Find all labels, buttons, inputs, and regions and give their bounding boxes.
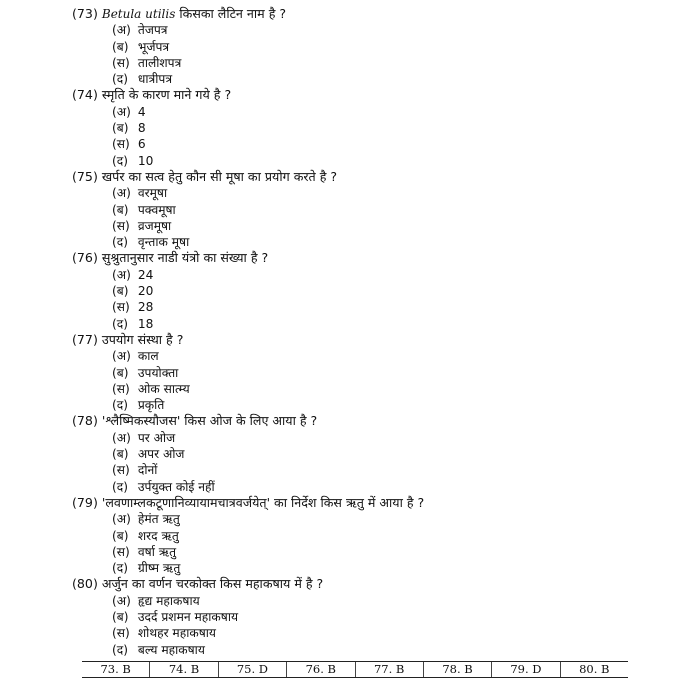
- option-text: 4: [137, 104, 146, 119]
- option-label: (द): [112, 235, 128, 250]
- question-body: किसका लैटिन नाम है ?: [179, 6, 287, 21]
- option-text: धात्रीपत्र: [137, 72, 173, 87]
- answer-key-cell: 75. D: [218, 662, 286, 677]
- option-label: (स): [112, 626, 130, 641]
- question-body: उपयोग संस्था है ?: [101, 331, 184, 347]
- option-text: 10: [137, 153, 154, 168]
- question-body: 'श्लैष्मिकस्यौजस' किस ओज के लिए आया है ?: [101, 413, 318, 429]
- option-text: तालीशपत्र: [137, 55, 182, 70]
- option: [72, 642, 672, 658]
- question-74: [72, 87, 672, 168]
- question-text: [72, 495, 672, 511]
- option: [72, 430, 672, 446]
- option-label: (अ): [112, 512, 131, 527]
- option-label: (स): [112, 463, 130, 478]
- option-text: 8: [137, 121, 146, 136]
- question-80: [72, 576, 672, 657]
- option-text: प्रकृति: [137, 398, 165, 413]
- answer-key-cell: 80. B: [560, 662, 628, 677]
- option: [72, 153, 672, 169]
- option: [72, 299, 672, 315]
- option-text: उपयोक्ता: [137, 365, 179, 380]
- option: [72, 348, 672, 364]
- option: [72, 381, 672, 397]
- option-label: (अ): [112, 430, 131, 445]
- option-text: शरद ऋतु: [137, 528, 179, 543]
- option-text: पर ओज: [137, 430, 176, 445]
- answer-key-strip: [82, 661, 628, 678]
- option: [72, 136, 672, 152]
- option-label: (ब): [112, 528, 129, 543]
- option: [72, 316, 672, 332]
- option-label: (द): [112, 398, 128, 413]
- option-label: (स): [112, 381, 130, 396]
- question-73: [72, 6, 672, 87]
- option-label: (द): [112, 153, 128, 168]
- option: [72, 609, 672, 625]
- question-number: (80): [72, 576, 98, 592]
- question-body: 'लवणाम्लकटूणानिव्यायामचात्रवर्जयेत्' का निर्देश किस ऋतु में आया है ?: [101, 494, 425, 510]
- answer-key-cell: 78. B: [423, 662, 491, 677]
- question-text: [72, 250, 672, 266]
- option-text: वर्षा ऋतु: [137, 544, 177, 559]
- question-body: अर्जुन का वर्णन चरकोक्त किस महाकषाय में है ?: [101, 576, 324, 592]
- option-label: (स): [112, 544, 130, 559]
- option: [72, 55, 672, 71]
- option-label: (ब): [112, 609, 129, 624]
- answer-key-cell: 79. D: [491, 662, 559, 677]
- option: [72, 185, 672, 201]
- option-text: उर्पयुक्त कोई नहीं: [137, 479, 215, 494]
- option-text: उदर्द प्रशमन महाकषाय: [137, 609, 239, 624]
- option: [72, 120, 672, 136]
- question-78: [72, 413, 672, 494]
- option: [72, 234, 672, 250]
- option: [72, 365, 672, 381]
- option-label: (ब): [112, 365, 129, 380]
- question-list: [72, 6, 672, 658]
- question-body: सुश्रुतानुसार नाडी यंत्रो का संख्या है ?: [101, 250, 269, 266]
- option-text: दोनों: [137, 463, 158, 478]
- option-label: (ब): [112, 447, 129, 462]
- question-75: [72, 169, 672, 250]
- option: [72, 202, 672, 218]
- option-label: (अ): [112, 186, 131, 201]
- option-label: (द): [112, 561, 128, 576]
- option-text: 6: [137, 137, 146, 152]
- question-text: [72, 413, 672, 429]
- option-label: (अ): [112, 349, 131, 364]
- option: [72, 479, 672, 495]
- question-text: [72, 6, 672, 22]
- option: [72, 528, 672, 544]
- option-label: (स): [112, 218, 130, 233]
- option-label: (ब): [112, 284, 129, 299]
- option-label: (ब): [112, 39, 129, 54]
- option-text: हेमंत ऋतु: [137, 512, 180, 527]
- option-label: (अ): [112, 104, 131, 119]
- option-text: पक्वमूषा: [137, 202, 176, 217]
- option-label: (स): [112, 137, 130, 152]
- option: [72, 218, 672, 234]
- question-number: (78): [72, 413, 98, 429]
- option-text: बल्य महाकषाय: [137, 642, 205, 657]
- option-label: (ब): [112, 202, 129, 217]
- question-number: (79): [72, 494, 98, 510]
- question-number: (76): [72, 250, 98, 266]
- question-number: (77): [72, 331, 98, 347]
- option-text: ग्रीष्म ऋतु: [137, 561, 181, 576]
- option-text: शोथहर महाकषाय: [137, 626, 216, 641]
- option-text: ओक सात्म्य: [137, 381, 190, 396]
- option-label: (स): [112, 300, 130, 315]
- question-body: खर्पर का सत्व हेतु कौन सी मूषा का प्रयोग करते है ?: [101, 168, 338, 184]
- question-text: [72, 87, 672, 103]
- option: [72, 625, 672, 641]
- question-number: (73): [72, 6, 98, 21]
- option: [72, 593, 672, 609]
- option-text: 28: [137, 300, 154, 315]
- option: [72, 462, 672, 478]
- answer-key-cell: 77. B: [355, 662, 423, 677]
- question-76: [72, 250, 672, 331]
- option-text: वृन्ताक मूषा: [137, 235, 190, 250]
- question-number: (74): [72, 87, 98, 103]
- option: [72, 560, 672, 576]
- option-label: (स): [112, 55, 130, 70]
- option-text: 18: [137, 316, 154, 331]
- option: [72, 283, 672, 299]
- question-number: (75): [72, 168, 98, 184]
- question-text: [72, 332, 672, 348]
- option: [72, 39, 672, 55]
- question-79: [72, 495, 672, 576]
- option-label: (ब): [112, 121, 129, 136]
- option-text: भूर्जपत्र: [137, 39, 170, 54]
- option-label: (अ): [112, 267, 131, 282]
- question-text: [72, 576, 672, 592]
- option-label: (द): [112, 642, 128, 657]
- question-text: [72, 169, 672, 185]
- option-text: 24: [137, 267, 154, 282]
- option-text: हृद्य महाकषाय: [137, 593, 200, 608]
- option-label: (द): [112, 479, 128, 494]
- question-body: स्मृति के कारण माने गये है ?: [101, 87, 232, 103]
- option-text: अपर ओज: [137, 447, 185, 462]
- option-text: व्रजमूषा: [137, 218, 172, 233]
- option-text: वरमूषा: [137, 186, 168, 201]
- option: [72, 397, 672, 413]
- option: [72, 544, 672, 560]
- option-text: तेजपत्र: [137, 23, 168, 38]
- answer-key-cell: 76. B: [286, 662, 354, 677]
- latin-name: Betula utilis: [101, 7, 176, 21]
- option: [72, 267, 672, 283]
- option-text: 20: [137, 284, 154, 299]
- option: [72, 446, 672, 462]
- option-label: (द): [112, 72, 128, 87]
- option-label: (अ): [112, 23, 131, 38]
- option-label: (द): [112, 316, 128, 331]
- option-label: (अ): [112, 593, 131, 608]
- answer-key-cell: 74. B: [149, 662, 217, 677]
- answer-key-cell: 73. B: [100, 662, 131, 676]
- option-text: काल: [137, 349, 159, 364]
- option: [72, 511, 672, 527]
- option: [72, 22, 672, 38]
- option: [72, 104, 672, 120]
- option: [72, 71, 672, 87]
- question-77: [72, 332, 672, 413]
